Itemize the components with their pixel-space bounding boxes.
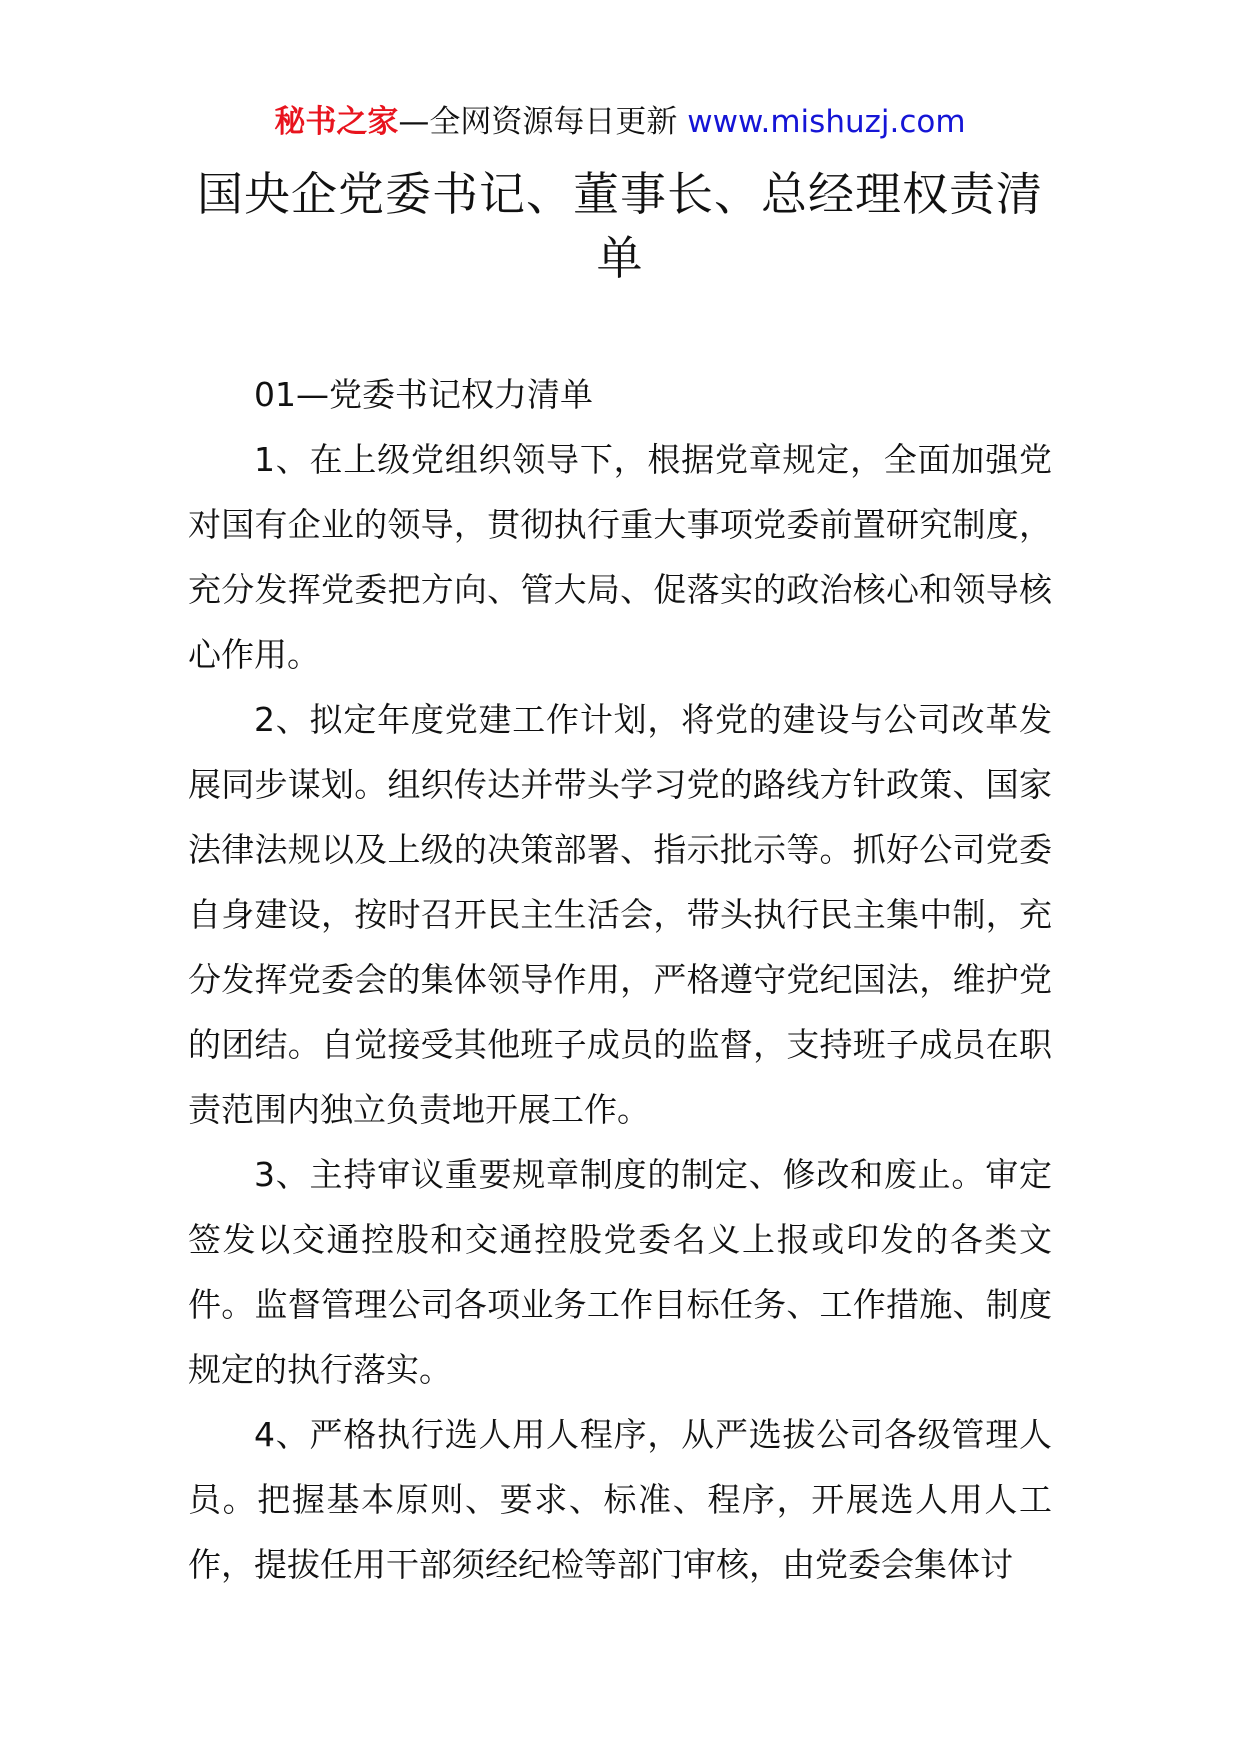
paragraph-4: 4、严格执行选人用人程序，从严选拔公司各级管理人员。把握基本原则、要求、标准、程序，开展选人用人工作，提拔任用干部须经纪检等部门审核，由党委会集体讨	[188, 1415, 1052, 1584]
paragraph-3: 3、主持审议重要规章制度的制定、修改和废止。审定签发以交通控股和交通控股党委名义上报或印发的各类文件。监督管理公司各项业务工作目标任务、工作措施、制度规定的执行落实。	[188, 1155, 1052, 1389]
site-url-link[interactable]: www.mishuzj.com	[687, 104, 966, 140]
site-header	[0, 100, 1240, 144]
section-heading: 01—党委书记权力清单	[254, 375, 593, 414]
paragraph-2: 2、拟定年度党建工作计划，将党的建设与公司改革发展同步谋划。组织传达并带头学习党的路线方针政策、国家法律法规以及上级的决策部署、指示批示等。抓好公司党委自身建设，按时召开民主生活会，带头执行民主集中制，充分发挥党委会的集体领导作用，严格遵守党纪国法，维护党的团结。自觉接受其他班子成员的监督，支持班子成员在职责范围内独立负责地开展工作。	[188, 700, 1052, 1129]
paragraph-1: 1、在上级党组织领导下，根据党章规定，全面加强党对国有企业的领导，贯彻执行重大事项党委前置研究制度，充分发挥党委把方向、管大局、促落实的政治核心和领导核心作用。	[188, 440, 1052, 674]
document-title: 国央企党委书记、董事长、总经理权责清单	[197, 167, 1043, 285]
header-tagline: —全网资源每日更新	[398, 104, 688, 140]
document-body	[188, 362, 1052, 1597]
brand-name: 秘书之家	[274, 104, 399, 140]
